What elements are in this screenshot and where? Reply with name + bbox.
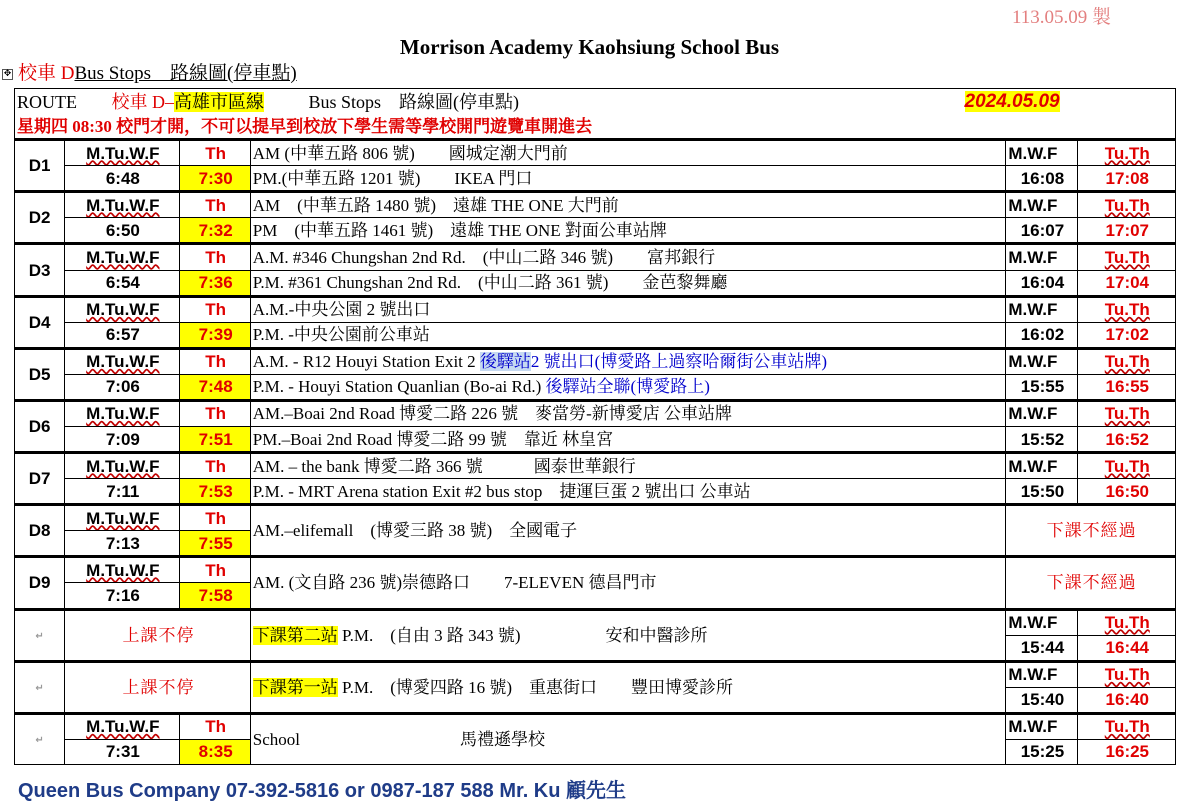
am-stop-text: AM.–Boai 2nd Road 博愛二路 226 號 麥當勞-新博愛店 公車站牌 — [252, 404, 733, 424]
pm-days-tuth — [1077, 192, 1175, 218]
am-days-th-label: Th — [205, 300, 227, 320]
pm-days-mwf — [1006, 244, 1077, 270]
pm-time: 15:50 — [1020, 481, 1065, 501]
am-time-mtuwf — [65, 374, 179, 400]
gate-notice: 星期四 08:30 校門才開，不可以提早到校放下學生需等學校開門遊覽車開進去 — [15, 115, 1176, 140]
pm-days-mwf — [1006, 609, 1077, 635]
pm-time-tuth — [1077, 426, 1175, 452]
no-stop-text: 上課不停 — [122, 625, 195, 645]
pm-days-tuth-label: Tu.Th — [1104, 195, 1150, 215]
am-days-th-label: Th — [205, 560, 227, 580]
pm-time-tuth — [1077, 479, 1175, 505]
pm-days-tuth — [1077, 244, 1175, 270]
pm-days-tuth-label: Tu.Th — [1104, 613, 1150, 633]
pm-time-mwf — [1006, 426, 1077, 452]
am-stop-text: A.M.-中央公園 2 號出口 — [252, 300, 431, 320]
am-time-mtuwf — [65, 270, 179, 296]
stop-id — [15, 348, 65, 400]
stop-row — [15, 244, 1176, 270]
am-days-th — [179, 400, 250, 426]
stop-row — [15, 348, 1176, 374]
pm-stop-text: PM.–Boai 2nd Road 博愛二路 99 號 靠近 林皇宮 — [252, 429, 614, 449]
stop-id — [15, 505, 65, 557]
pm-stop-text: P.M. - MRT Arena station Exit #2 bus stop 捷運巨蛋 2 號出口 公車站 — [252, 481, 751, 501]
am-days-th-label: Th — [205, 143, 227, 163]
pm-stop-zh: 後驛站全聯(博愛路上) — [545, 377, 710, 397]
pm-stop-text: P.M. #361 Chungshan 2nd Rd. (中山二路 361 號) 金芭黎舞廳 — [252, 273, 728, 293]
am-time: 7:31 — [105, 742, 140, 762]
stop-row — [15, 713, 1176, 739]
am-days-th-label: Th — [205, 195, 227, 215]
pm-time-mwf — [1006, 739, 1077, 764]
stop-row-second — [15, 166, 1176, 192]
pm-time-tuth — [1077, 687, 1175, 713]
pm-time-tuth: 17:02 — [1105, 325, 1150, 345]
am-days-mtuwf — [65, 140, 179, 166]
pm-stop-description — [250, 270, 1006, 296]
pm-time-tuth — [1077, 635, 1175, 661]
pm-days-label: M.W.F — [1008, 352, 1058, 372]
pm-days-tuth-label: Tu.Th — [1104, 300, 1150, 320]
pm-time: 15:25 — [1020, 742, 1065, 762]
pm-days-label: M.W.F — [1008, 195, 1058, 215]
am-time-th — [179, 374, 250, 400]
stop-id-text: D5 — [28, 364, 51, 384]
pm-days-tuth — [1077, 400, 1175, 426]
school-en: School — [252, 729, 300, 749]
pm-stop-text: PM (中華五路 1461 號) 遠雄 THE ONE 對面公車站牌 — [252, 220, 667, 240]
subtitle-prefix: 校車 D — [18, 63, 75, 84]
schedule-date: 2024.05.09 — [964, 90, 1060, 112]
pm-stop-text: PM.(中華五路 1201 號) IKEA 門口 — [252, 168, 533, 188]
pm-stop-description — [250, 218, 1006, 244]
stop-id-text: D7 — [28, 469, 51, 489]
stop-description — [250, 557, 1006, 609]
pm-time-tuth — [1077, 218, 1175, 244]
pm-days-label: M.W.F — [1008, 300, 1058, 320]
bus-company-contact: Queen Bus Company 07-392-5816 or 0987-187 588 Mr. Ku 顧先生 — [18, 780, 627, 802]
am-days-label: M.Tu.W.F — [86, 508, 160, 528]
pm-stop-text: P.M. - Houyi Station Quanlian (Bo-ai Rd.) — [252, 377, 542, 397]
pm-days-tuth — [1077, 296, 1175, 322]
pm-days-tuth — [1077, 661, 1175, 687]
stop-id — [15, 192, 65, 244]
pm-time-mwf — [1006, 218, 1077, 244]
pm-time-mwf — [1006, 322, 1077, 348]
am-stop-station: 後驛站 — [479, 352, 531, 372]
am-stop-text: A.M. #346 Chungshan 2nd Rd. (中山二路 346 號) 富邦銀行 — [252, 247, 716, 267]
no-afternoon-stop — [1006, 557, 1176, 609]
pm-days-label: M.W.F — [1008, 717, 1058, 737]
pm-days-tuth-label: Tu.Th — [1104, 247, 1150, 267]
stop-description — [250, 661, 1006, 713]
pm-time-mwf — [1006, 166, 1077, 192]
am-stop-description — [250, 192, 1006, 218]
am-time-th — [179, 426, 250, 452]
pm-days-tuth — [1077, 140, 1175, 166]
pm-days-label: M.W.F — [1008, 404, 1058, 424]
route-label: ROUTE — [17, 91, 77, 112]
document-title: Morrison Academy Kaohsiung School Bus — [399, 35, 780, 59]
am-stop-text: AM. – the bank 博愛二路 366 號 國泰世華銀行 — [252, 456, 636, 476]
stop-id-text: D6 — [28, 416, 51, 436]
am-days-th-label: Th — [205, 352, 227, 372]
stop-id-text: D1 — [28, 156, 51, 176]
pm-time-tuth — [1077, 322, 1175, 348]
am-time-mtuwf — [65, 426, 179, 452]
stop-row — [15, 557, 1176, 583]
pm-time: 16:02 — [1020, 325, 1065, 345]
am-time: 7:13 — [105, 533, 140, 553]
pm-time: 16:04 — [1020, 273, 1065, 293]
stop-id — [15, 557, 65, 609]
am-time-mtuwf — [65, 166, 179, 192]
stop-id — [15, 140, 65, 192]
am-days-mtuwf — [65, 244, 179, 270]
pm-stop-description — [250, 426, 1006, 452]
am-days-th-label: Th — [205, 247, 227, 267]
am-stop-text: AM.–elifemall (博愛三路 38 號) 全國電子 — [252, 521, 578, 541]
am-time: 6:48 — [105, 168, 140, 188]
am-days-th — [179, 192, 250, 218]
pm-time: 16:07 — [1020, 220, 1065, 240]
pm-days-mwf — [1006, 661, 1077, 687]
document-subtitle — [18, 58, 297, 85]
am-time-mtuwf — [65, 218, 179, 244]
am-days-th — [179, 557, 250, 583]
pm-stop-description — [250, 374, 1006, 400]
stop-row-second — [15, 270, 1176, 296]
am-time: 7:06 — [105, 377, 140, 397]
stop-id: ↵ — [15, 661, 65, 713]
am-days-th-label: Th — [205, 456, 227, 476]
table-move-handle-icon[interactable]: ✥ — [3, 69, 12, 79]
am-days-mtuwf — [65, 557, 179, 583]
pm-days-tuth — [1077, 453, 1175, 479]
stop-row-second — [15, 218, 1176, 244]
pm-days-mwf — [1006, 348, 1077, 374]
am-time-th — [179, 583, 250, 609]
pm-time: 15:55 — [1020, 377, 1065, 397]
am-days-th — [179, 140, 250, 166]
stop-row — [15, 296, 1176, 322]
stop-id — [15, 296, 65, 348]
return-tag: 下課第二站 — [252, 625, 338, 645]
am-time-th: 7:36 — [198, 273, 233, 293]
pm-time-tuth: 17:07 — [1105, 220, 1150, 240]
pm-time-mwf — [1006, 687, 1077, 713]
am-time-th — [179, 322, 250, 348]
stop-row-second — [15, 479, 1176, 505]
pm-time-tuth: 16:44 — [1105, 638, 1150, 658]
subtitle-label: Bus Stops 路線圖(停車點) — [74, 63, 297, 84]
pm-time-mwf — [1006, 374, 1077, 400]
made-date: 113.05.09 製 — [1012, 7, 1112, 28]
return-stop-text: P.M. (自由 3 路 343 號) 安和中醫診所 — [337, 625, 708, 645]
am-time-th — [179, 479, 250, 505]
stop-id — [15, 244, 65, 296]
am-stop-description — [250, 140, 1006, 166]
am-days-label: M.Tu.W.F — [86, 195, 160, 215]
return-tag: 下課第一站 — [252, 677, 338, 697]
no-morning-stop — [65, 609, 251, 661]
pm-time: 15:40 — [1020, 690, 1065, 710]
pm-days-label: M.W.F — [1008, 613, 1058, 633]
am-days-mtuwf — [65, 505, 179, 531]
pm-days-tuth-label: Tu.Th — [1104, 717, 1150, 737]
am-time: 6:57 — [105, 325, 140, 345]
am-stop-description — [250, 296, 1006, 322]
bus-label: 校車 D — [111, 91, 165, 112]
pm-days-mwf — [1006, 192, 1077, 218]
stop-id — [15, 400, 65, 452]
header-row: ROUTE 校車 D–高雄市區線 Bus Stops 路線圖(停車點) 2024.05.09 — [15, 89, 1176, 116]
am-stop-description — [250, 244, 1006, 270]
pm-days-tuth-label: Tu.Th — [1104, 665, 1150, 685]
am-time-th — [179, 739, 250, 764]
pm-days-tuth — [1077, 609, 1175, 635]
stop-row — [15, 661, 1176, 687]
pm-time-tuth: 16:25 — [1105, 742, 1150, 762]
am-time: 6:54 — [105, 273, 140, 293]
no-morning-stop — [65, 661, 251, 713]
pm-days-tuth-label: Tu.Th — [1104, 352, 1150, 372]
am-days-label: M.Tu.W.F — [86, 143, 160, 163]
stop-id-text: D9 — [28, 573, 51, 593]
am-time-th: 7:30 — [198, 168, 233, 188]
stop-id — [15, 453, 65, 505]
pm-days-tuth-label: Tu.Th — [1104, 143, 1150, 163]
am-stop-description — [250, 400, 1006, 426]
am-time-th — [179, 166, 250, 192]
pm-time-tuth — [1077, 374, 1175, 400]
stop-row — [15, 400, 1176, 426]
am-days-th — [179, 505, 250, 531]
am-days-mtuwf — [65, 296, 179, 322]
am-days-label: M.Tu.W.F — [86, 717, 160, 737]
am-time-th — [179, 531, 250, 557]
no-return-text: 下課不經過 — [1046, 573, 1137, 593]
pm-time-mwf — [1006, 635, 1077, 661]
am-days-label: M.Tu.W.F — [86, 247, 160, 267]
pm-time-mwf — [1006, 270, 1077, 296]
stop-row — [15, 505, 1176, 531]
stop-id-text: D4 — [28, 312, 51, 332]
stop-row — [15, 609, 1176, 635]
am-time-mtuwf — [65, 583, 179, 609]
am-days-mtuwf — [65, 400, 179, 426]
pm-days-mwf — [1006, 453, 1077, 479]
stop-id: ↵ — [15, 609, 65, 661]
am-time-th: 7:39 — [198, 325, 233, 345]
pm-days-mwf — [1006, 713, 1077, 739]
stop-row-second — [15, 374, 1176, 400]
stop-id: ↵ — [15, 713, 65, 764]
am-stop-text: AM (中華五路 806 號) 國城定潮大門前 — [252, 143, 568, 163]
pm-days-tuth-label: Tu.Th — [1104, 404, 1150, 424]
am-stop-description — [250, 453, 1006, 479]
pm-stop-description — [250, 322, 1006, 348]
pm-time-tuth — [1077, 270, 1175, 296]
am-time-th: 7:55 — [198, 533, 233, 553]
stop-description — [250, 609, 1006, 661]
am-time-th: 8:35 — [198, 742, 233, 762]
am-time-th: 7:53 — [198, 481, 233, 501]
am-days-th-label: Th — [205, 404, 227, 424]
am-time-mtuwf — [65, 739, 179, 764]
area-label: 高雄市區線 — [174, 91, 264, 112]
pm-days-label: M.W.F — [1008, 456, 1058, 476]
stop-description — [250, 505, 1006, 557]
stop-row-second — [15, 322, 1176, 348]
route-table — [14, 88, 1176, 765]
am-days-label: M.Tu.W.F — [86, 456, 160, 476]
pm-days-label: M.W.F — [1008, 143, 1058, 163]
pm-time-tuth — [1077, 166, 1175, 192]
pm-stop-description — [250, 479, 1006, 505]
am-time-mtuwf — [65, 322, 179, 348]
am-stop-text: A.M. - R12 Houyi Station Exit 2 — [252, 352, 480, 372]
pm-days-mwf — [1006, 400, 1077, 426]
bus-stops-label: Bus Stops 路線圖(停車點) — [308, 91, 520, 112]
am-days-mtuwf — [65, 453, 179, 479]
am-days-label: M.Tu.W.F — [86, 404, 160, 424]
stop-description — [250, 713, 1006, 764]
pm-days-mwf — [1006, 296, 1077, 322]
pm-time: 15:52 — [1020, 429, 1065, 449]
am-time-th: 7:51 — [198, 429, 233, 449]
pm-days-tuth — [1077, 348, 1175, 374]
am-days-mtuwf — [65, 713, 179, 739]
am-days-th-label: Th — [205, 717, 227, 737]
am-time: 7:11 — [106, 481, 140, 501]
stop-id-text: D2 — [28, 208, 51, 228]
am-stop-exit: 2 號出口(博愛路上過察哈爾街公車站牌) — [530, 352, 827, 372]
am-days-th — [179, 453, 250, 479]
stop-row-second — [15, 426, 1176, 452]
stop-id-text: D8 — [28, 521, 51, 541]
pm-days-tuth — [1077, 713, 1175, 739]
am-stop-text: AM (中華五路 1480 號) 遠雄 THE ONE 大門前 — [252, 195, 619, 215]
pm-time-tuth: 16:50 — [1105, 481, 1150, 501]
school-zh: 馬禮遜學校 — [460, 729, 545, 749]
am-time-th: 7:32 — [198, 220, 233, 240]
am-time-th: 7:58 — [198, 585, 233, 605]
no-afternoon-stop — [1006, 505, 1176, 557]
am-stop-description — [250, 348, 1006, 374]
stop-row — [15, 192, 1176, 218]
am-time: 6:50 — [105, 220, 140, 240]
am-time-mtuwf — [65, 531, 179, 557]
stop-row — [15, 453, 1176, 479]
am-days-mtuwf — [65, 192, 179, 218]
pm-stop-text: P.M. -中央公園前公車站 — [252, 325, 430, 345]
pm-time-tuth: 16:55 — [1105, 377, 1150, 397]
return-stop-text: P.M. (博愛四路 16 號) 重惠街口 豐田博愛診所 — [337, 677, 734, 697]
no-stop-text: 上課不停 — [122, 677, 195, 697]
am-days-mtuwf — [65, 348, 179, 374]
am-days-th — [179, 348, 250, 374]
pm-days-label: M.W.F — [1008, 247, 1058, 267]
am-days-th-label: Th — [205, 508, 227, 528]
am-time-th — [179, 218, 250, 244]
pm-days-mwf — [1006, 140, 1077, 166]
no-return-text: 下課不經過 — [1046, 521, 1137, 541]
am-days-label: M.Tu.W.F — [86, 560, 160, 580]
pm-time-mwf — [1006, 479, 1077, 505]
pm-time-tuth: 16:40 — [1105, 690, 1150, 710]
pm-time: 15:44 — [1020, 638, 1065, 658]
stop-id-text: D3 — [28, 260, 51, 280]
pm-days-label: M.W.F — [1008, 665, 1058, 685]
am-time-th: 7:48 — [198, 377, 233, 397]
am-days-label: M.Tu.W.F — [86, 352, 160, 372]
am-days-label: M.Tu.W.F — [86, 300, 160, 320]
pm-days-tuth-label: Tu.Th — [1104, 456, 1150, 476]
pm-time-tuth: 17:04 — [1105, 273, 1150, 293]
pm-time-tuth — [1077, 739, 1175, 764]
am-time: 7:09 — [105, 429, 140, 449]
pm-time: 16:08 — [1020, 168, 1065, 188]
pm-time-tuth: 16:52 — [1105, 429, 1150, 449]
pm-time-tuth: 17:08 — [1105, 168, 1150, 188]
am-days-th — [179, 244, 250, 270]
am-time-th — [179, 270, 250, 296]
pm-stop-description — [250, 166, 1006, 192]
stop-row — [15, 140, 1176, 166]
am-days-th — [179, 713, 250, 739]
am-time-mtuwf — [65, 479, 179, 505]
notice-row — [15, 115, 1176, 140]
am-time: 7:16 — [105, 585, 140, 605]
am-stop-text: AM. (文自路 236 號)崇德路口 7-ELEVEN 德昌門市 — [252, 573, 657, 593]
am-days-th — [179, 296, 250, 322]
